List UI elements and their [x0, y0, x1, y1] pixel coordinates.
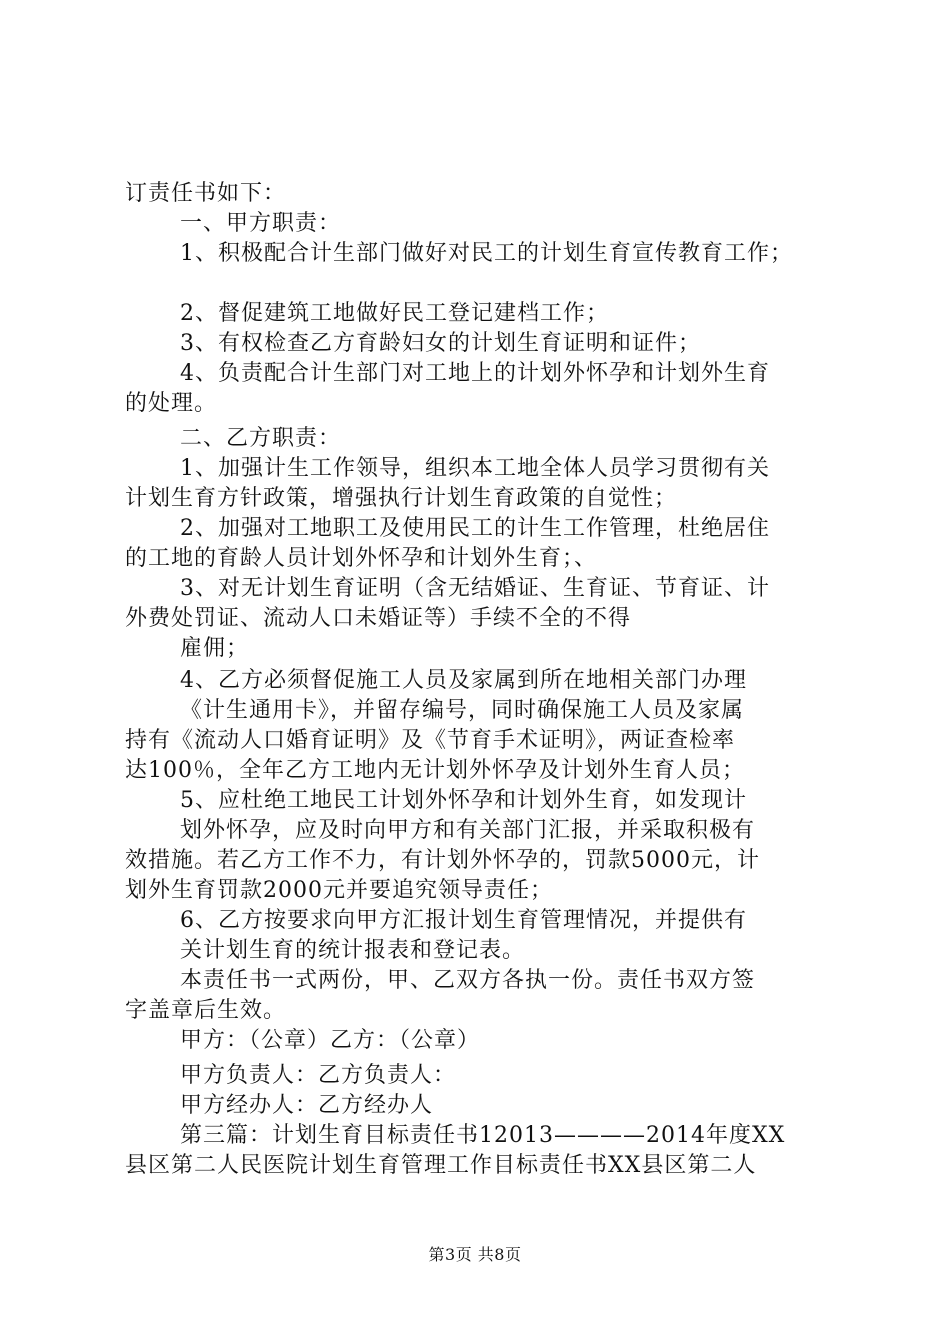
signature-line: 甲方经办人：乙方经办人 — [180, 1093, 434, 1118]
text-line: 6、乙方按要求向甲方汇报计划生育管理情况，并提供有 — [180, 908, 747, 933]
text-line: 订责任书如下： — [125, 181, 287, 206]
page-number: 第3页 共8页 — [428, 1245, 522, 1264]
signature-line: 甲方：（公章）乙方：（公章） — [180, 1028, 481, 1053]
text-line: 达100％，全年乙方工地内无计划外怀孕及计划外生育人员； — [125, 758, 745, 783]
text-line: 的工地的育龄人员计划外怀孕和计划外生育；、 — [125, 546, 598, 571]
text-line: 持有《流动人口婚育证明》及《节育手术证明》，两证查检率 — [125, 728, 736, 753]
text-line: 3、有权检查乙方育龄妇女的计划生育证明和证件； — [180, 331, 701, 356]
text-line: 雇佣； — [180, 636, 250, 661]
text-line: 县区第二人民医院计划生育管理工作目标责任书XX县区第二人 — [125, 1153, 757, 1178]
text-line: 1、加强计生工作领导，组织本工地全体人员学习贯彻有关 — [180, 456, 770, 481]
text-line: 2、督促建筑工地做好民工登记建档工作； — [180, 301, 609, 326]
text-line: 2、加强对工地职工及使用民工的计生工作管理，杜绝居住 — [180, 516, 770, 541]
text-line: 关计划生育的统计报表和登记表。 — [180, 938, 526, 963]
text-line: 4、负责配合计生部门对工地上的计划外怀孕和计划外生育 — [180, 361, 770, 386]
text-line: 5、应杜绝工地民工计划外怀孕和计划外生育，如发现计 — [180, 788, 747, 813]
text-line: 本责任书一式两份，甲、乙双方各执一份。责任书双方签 — [180, 968, 756, 993]
text-line: 的处理。 — [125, 391, 218, 416]
text-line: 划外生育罚款2000元并要追究领导责任； — [125, 878, 553, 903]
section-heading: 二、乙方职责： — [180, 426, 342, 451]
text-line: 计划生育方针政策，增强执行计划生育政策的自觉性； — [125, 486, 678, 511]
text-line: 《计生通用卡》，并留存编号，同时确保施工人员及家属 — [180, 698, 745, 723]
text-line: 字盖章后生效。 — [125, 998, 287, 1023]
text-line: 4、乙方必须督促施工人员及家属到所在地相关部门办理 — [180, 668, 747, 693]
text-line: 效措施。若乙方工作不力，有计划外怀孕的，罚款5000元，计 — [125, 848, 760, 873]
text-line: 第三篇：计划生育目标责任书12013————2014年度XX — [180, 1123, 786, 1148]
section-heading: 一、甲方职责： — [180, 211, 342, 236]
text-line: 外费处罚证、流动人口未婚证等）手续不全的不得 — [125, 606, 632, 631]
signature-line: 甲方负责人：乙方负责人： — [180, 1063, 457, 1088]
text-line: 3、对无计划生育证明（含无结婚证、生育证、节育证、计 — [180, 576, 770, 601]
text-line: 1、积极配合计生部门做好对民工的计划生育宣传教育工作； — [180, 241, 793, 266]
text-line: 划外怀孕，应及时向甲方和有关部门汇报，并采取积极有 — [180, 818, 756, 843]
